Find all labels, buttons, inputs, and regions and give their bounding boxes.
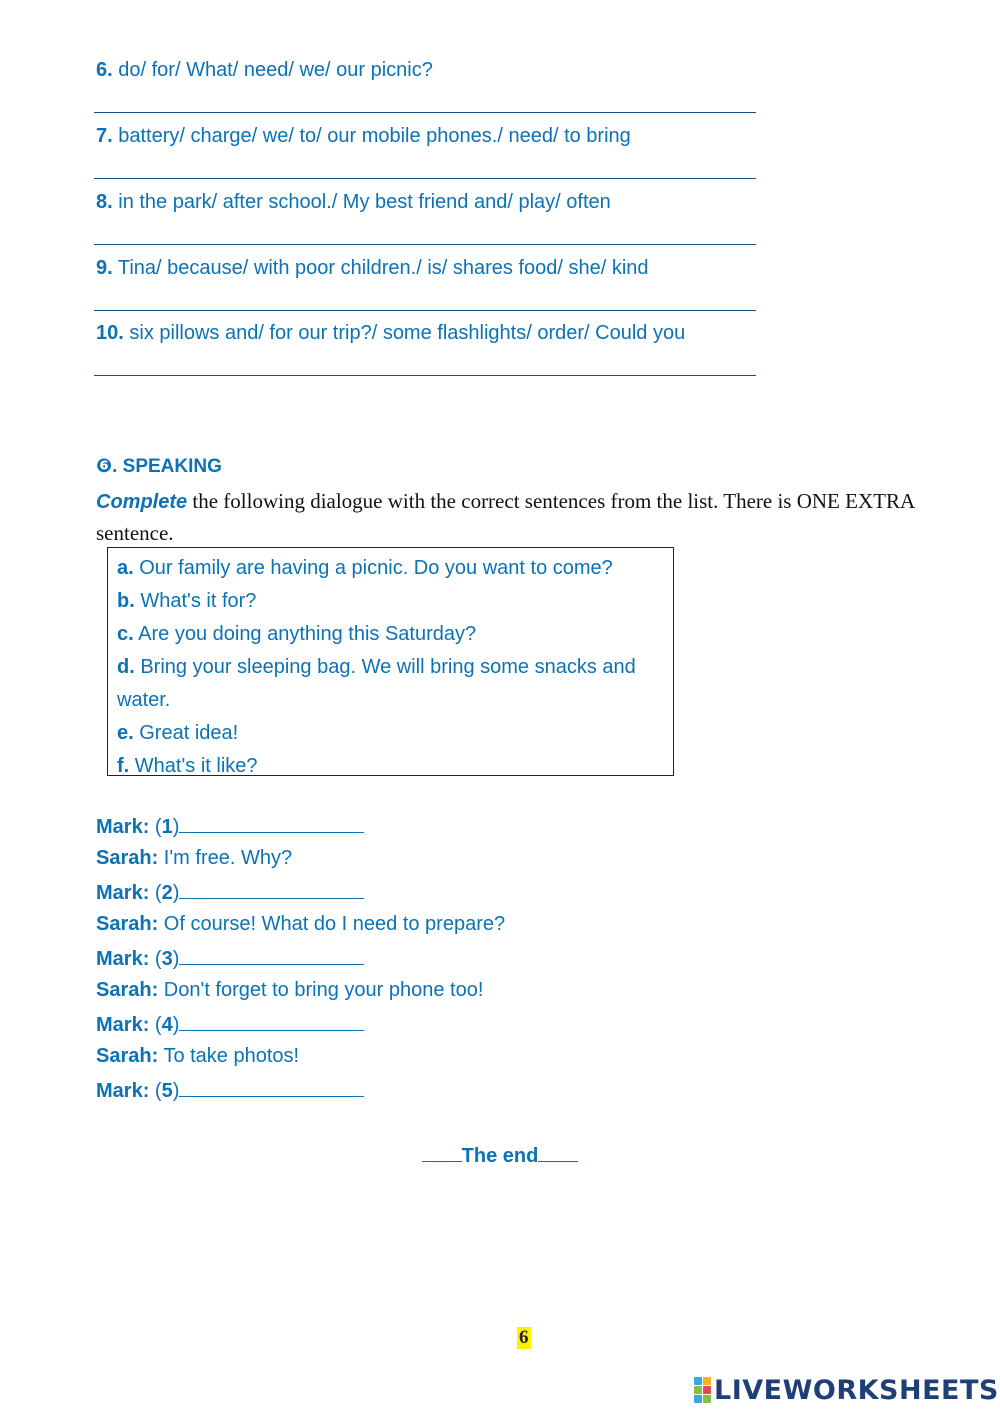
blank-number: 5 [161,1080,173,1102]
dialogue-line-2 [96,847,292,870]
speaker: Sarah: [96,913,159,935]
question-number: 10. [96,322,124,344]
speaker: Mark: [96,1080,150,1102]
option-text: Are you doing anything this Saturday? [133,623,477,645]
question-9 [96,257,756,280]
underline-left [422,1143,462,1162]
question-text: Tina/ because/ with poor children./ is/ shares food/ she/ kind [117,257,649,279]
dialogue-text: Of course! What do I need to prepare? [158,913,506,935]
blank-number: 3 [161,948,173,970]
answer-line-6[interactable] [94,112,756,113]
liveworksheets-brand[interactable] [694,1372,999,1408]
dialogue-blank-1[interactable] [179,814,364,833]
dialogue-line-6 [96,979,483,1002]
dialogue-line-5: Mark: (3) [96,946,364,971]
page-number: 6 [519,1327,529,1348]
option-letter: f. [117,755,130,777]
speaker: Sarah: [96,979,159,1001]
speaker: Mark: [96,816,150,838]
underline-right [538,1143,578,1162]
dialogue-blank-5[interactable] [179,1078,364,1097]
blank-number: 2 [161,882,173,904]
question-number: 7. [96,125,113,147]
speaker: Mark: [96,1014,150,1036]
question-number: 8. [96,191,113,213]
question-number: 6. [96,59,113,81]
question-7 [96,125,756,148]
question-text: do/ for/ What/ need/ we/ our picnic? [118,59,433,81]
option-letter: a. [117,557,134,579]
option-e [117,717,673,750]
options-box [107,547,674,776]
dialogue-line-3: Mark: (2) [96,880,364,905]
speaker: Mark: [96,948,150,970]
option-text: Great idea! [133,722,239,744]
dialogue-line-1: Mark: (1) [96,814,364,839]
option-text: What's it like? [129,755,258,777]
dialogue-text: To take photos! [158,1045,300,1067]
question-6 [96,59,756,82]
answer-line-9[interactable] [94,310,756,311]
dialogue-line-9: Mark: (5) [96,1078,364,1103]
brand-name: LIVEWORKSHEETS [714,1374,999,1406]
question-text: six pillows and/ for our trip?/ some flashlights/ order/ Could you [129,322,686,344]
option-letter: c. [117,623,134,645]
option-letter: b. [117,590,135,612]
option-letter: d. [117,656,135,678]
option-b [117,585,673,618]
dialogue-line-8 [96,1045,299,1068]
option-f [117,750,673,783]
dialogue-line-4 [96,913,505,936]
instruction-keyword: Complete [96,491,188,513]
blank-number: 1 [161,816,173,838]
dialogue-text: Don't forget to bring your phone too! [158,979,484,1001]
instruction [96,486,966,549]
answer-line-7[interactable] [94,178,756,179]
answer-line-8[interactable] [94,244,756,245]
option-c [117,618,673,651]
option-text: Our family are having a picnic. Do you want to come? [133,557,613,579]
question-number: 9. [96,257,113,279]
question-text: battery/ charge/ we/ to/ our mobile phones./ need/ to bring [118,125,631,147]
dialogue-blank-4[interactable] [179,1012,364,1031]
dialogue-blank-3[interactable] [179,946,364,965]
option-d [117,651,637,717]
ending-text: The end [461,1145,539,1167]
option-text: What's it for? [134,590,257,612]
question-8 [96,191,756,214]
dialogue-text: I'm free. Why? [158,847,293,869]
blank-number: 4 [161,1014,173,1036]
speaker: Sarah: [96,847,159,869]
speaker: Mark: [96,882,150,904]
question-text: in the park/ after school./ My best friend and/ play/ often [118,191,611,213]
speaker: Sarah: [96,1045,159,1067]
question-10 [96,322,756,345]
instruction-text: the following dialogue with the correct sentences from the list. There is ONE EXTRA sentence. [96,489,914,545]
answer-line-10[interactable] [94,375,756,376]
dialogue-blank-2[interactable] [179,880,364,899]
option-text: Bring your sleeping bag. We will bring some snacks and water. [117,656,636,711]
option-a [117,552,673,585]
dialogue-line-7: Mark: (4) [96,1012,364,1037]
liveworksheets-logo-icon [694,1377,711,1403]
section-title: ❻. SPEAKING [96,456,222,477]
the-end [0,1143,1000,1168]
option-letter: e. [117,722,134,744]
